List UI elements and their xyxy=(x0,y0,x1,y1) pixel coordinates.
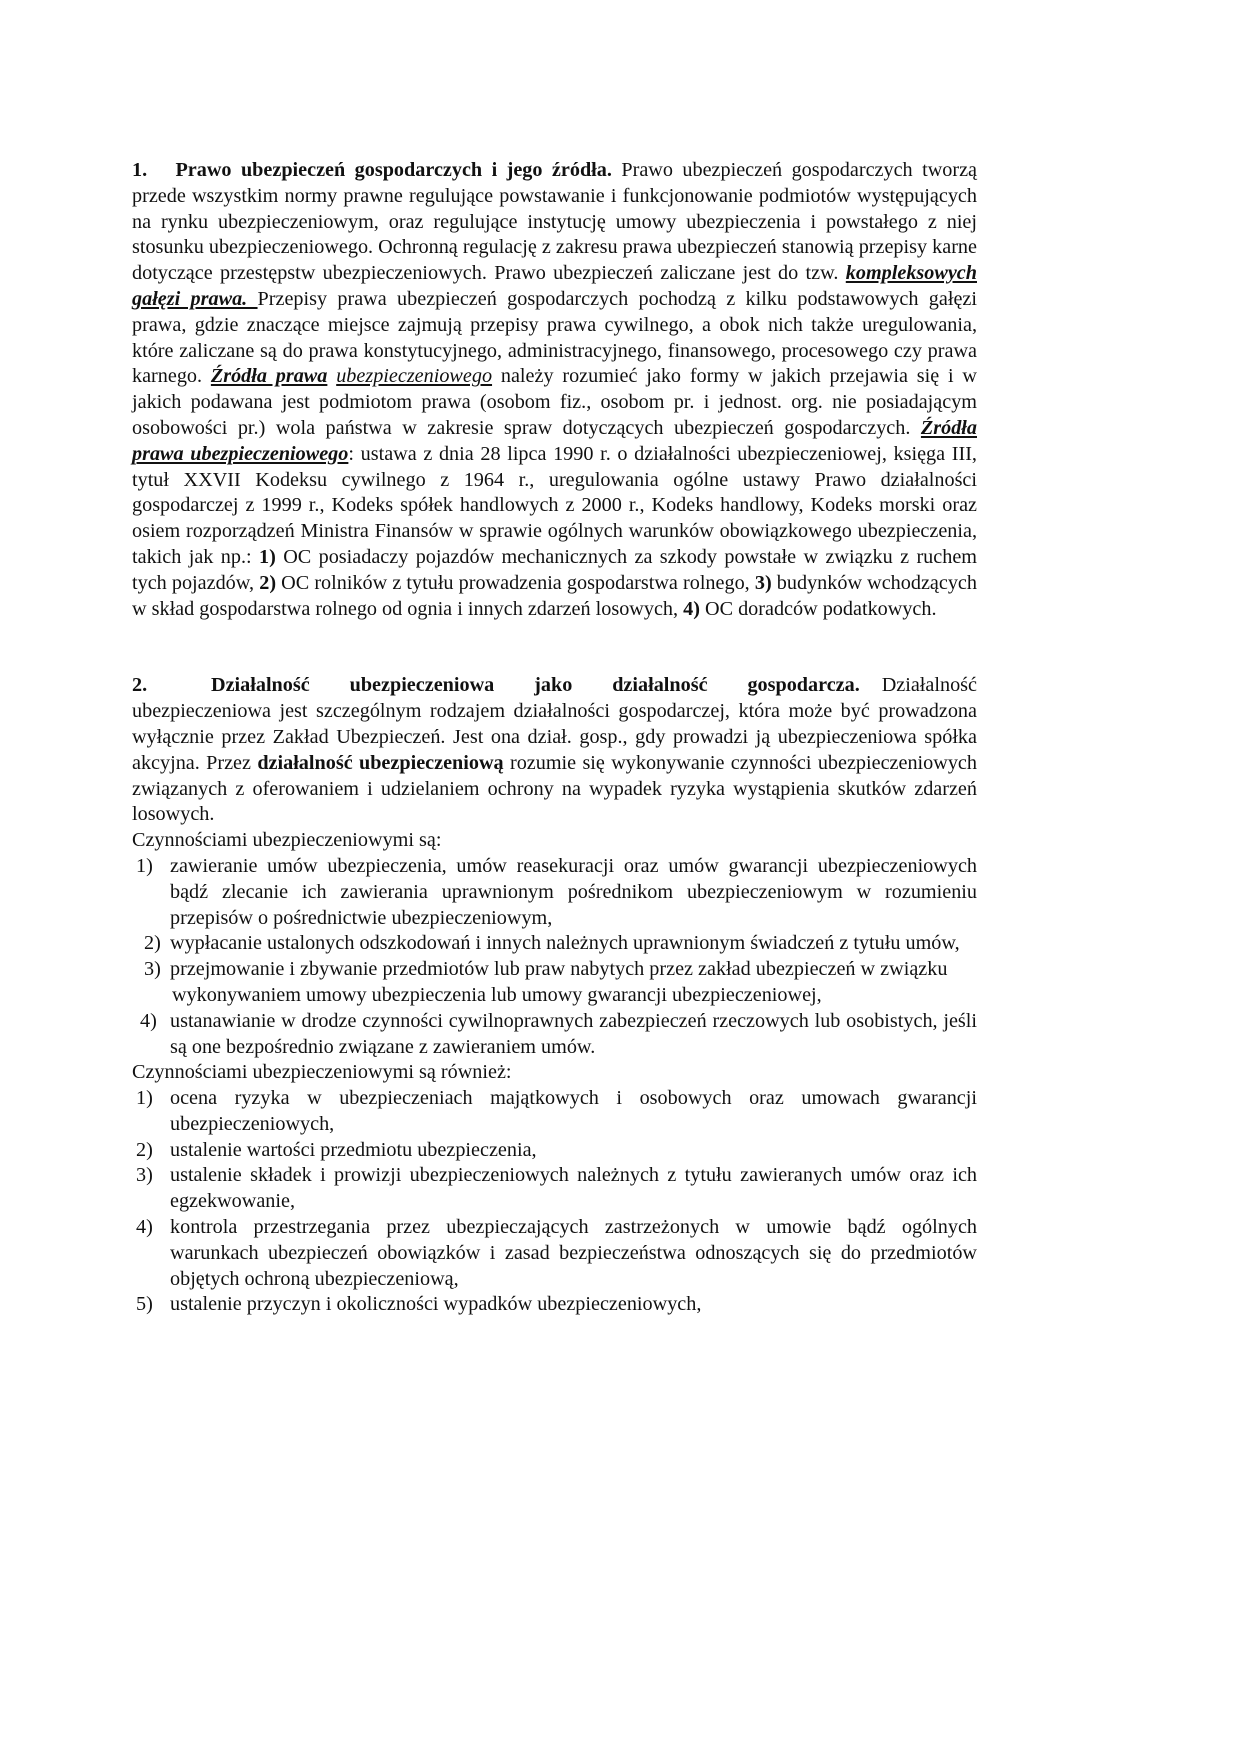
section-1-heading: 1. Prawo ubezpieczeń gospodarczych i jego źródła. xyxy=(132,159,612,181)
emphasis-insurance: ubezpieczeniowego xyxy=(336,365,493,388)
section-2 xyxy=(132,673,977,1318)
list-item: 2) wypłacanie ustalonych odszkodowań i innych należnych uprawnionym świadczeń z tytułu umów, xyxy=(144,932,960,955)
list-item: 3) przejmowanie i zbywanie przedmiotów lub praw nabytych przez zakład ubezpieczeń w związku wykonywaniem umowy ubezpieczenia lub umowy gwarancji ubezpieczeniowej, xyxy=(144,958,948,1006)
list-item: 1) ocena ryzyka w ubezpieczeniach majątkowych i osobowych oraz umowach gwarancji ubezpieczeniowych, xyxy=(136,1087,977,1135)
list-item: 3) ustalenie składek i prowizji ubezpieczeniowych należnych z tytułu zawieranych umów oraz ich egzekwowanie, xyxy=(136,1164,977,1213)
list-item: 5) ustalenie przyczyn i okoliczności wypadków ubezpieczeniowych, xyxy=(136,1293,702,1316)
section-2-paragraph: 2. Działalność ubezpieczeniowa jako działalność gospodarcza. Działalność ubezpieczeniowa jest szczególnym rodzajem działalności gospodarczej, która może być prowadzona wyłącznie przez Zakład Ubezpieczeń. Jest ona dział. gosp., gdy prowadzi ją ubezpieczeniowa spółka akcyjna. Przez działalność ubezpieczeniową rozumie się wykonywanie czynności ubezpieczeniowych związanych z oferowaniem i udzielaniem ochrony na wypadek ryzyka wystąpienia skutków zdarzeń losowych. xyxy=(132,674,977,826)
section-1-paragraph: 1. Prawo ubezpieczeń gospodarczych i jego źródła. Prawo ubezpieczeń gospodarczych tworzą przede wszystkim normy prawne regulujące powstawanie i funkcjonowanie podmiotów występujących na rynku ubezpieczeniowym, oraz regulujące instytucję umowy ubezpieczenia i powstałego z niej stosunku ubezpieczeniowego. Ochronną regulację z zakresu prawa ubezpieczeń stanowią przepisy karne dotyczące przestępstw ubezpieczeniowych. Prawo ubezpieczeń zaliczane jest do tzw. kompleksowych gałęzi prawa. Przepisy prawa ubezpieczeń gospodarczych pochodzą z kilku podstawowych gałęzi prawa, gdzie znaczące miejsce zajmują przepisy prawa cywilnego, a obok nich także uregulowania, które zaliczane są do prawa konstytucyjnego, administracyjnego, finansowego, procesowego czy prawa karnego. Źródła prawa ubezpieczeniowego należy rozumieć jako formy w jakich przejawia się i w jakich podawana jest podmiotom prawa (osobom fiz., osobom pr. i jednost. org. nie posiadającym osobowości pr.) wola państwa w zakresie spraw dotyczących ubezpieczeń gospodarczych. Źródła prawa ubezpieczeniowego: ustawa z dnia 28 lipca 1990 r. o działalności ubezpieczeniowej, księga III, tytuł XXVII Kodeksu cywilnego z 1964 r., uregulowania ogólne ustawy Prawo działalności gospodarczej z 1999 r., Kodeks spółek handlowych z 2000 r., Kodeks handlowy, Kodeks morski oraz osiem rozporządzeń Ministra Finansów w sprawie ogólnych warunków obowiązkowego ubezpieczenia, takich jak np.: 1) OC posiadaczy pojazdów mechanicznych za szkody powstałe w związku z ruchem tych pojazdów, 2) OC rolników z tytułu prowadzenia gospodarstwa rolnego, 3) budynków wchodzących w skład gospodarstwa rolnego od ognia i innych zdarzeń losowych, 4) OC doradców podatkowych. xyxy=(132,159,978,620)
list-2-intro: Czynnościami ubezpieczeniowymi są również: xyxy=(132,1061,512,1084)
list-item: 4) kontrola przestrzegania przez ubezpieczających zastrzeżonych w umowie bądź ogólnych warunkach ubezpieczeń obowiązków i zasad bezpieczeństwa odnoszących się do przedmiotów objętych ochroną ubezpieczeniową, xyxy=(136,1216,977,1290)
document-page xyxy=(132,158,977,1318)
emphasis-insurance-activity: działalność ubezpieczeniową xyxy=(257,751,504,774)
emphasis-complex-branches: kompleksowych gałęzi prawa. xyxy=(132,262,977,310)
list-item: 1) zawieranie umów ubezpieczenia, umów reasekuracji oraz umów gwarancji ubezpieczeniowych bądź zlecanie ich zawierania uprawnionym pośrednikom ubezpieczeniowym w rozumieniu przepisów o pośrednictwie ubezpieczeniowym, xyxy=(136,854,977,929)
insurance-activities-list xyxy=(132,854,977,1060)
list-item: 2) ustalenie wartości przedmiotu ubezpieczenia, xyxy=(136,1138,537,1161)
list-item: 4) ustanawianie w drodze czynności cywilnoprawnych zabezpieczeń rzeczowych lub osobistych, jeśli są one bezpośrednio związane z zawieraniem umów. xyxy=(140,1009,977,1058)
emphasis-sources: Źródła prawa xyxy=(210,365,328,388)
additional-insurance-activities-list xyxy=(132,1086,977,1318)
section-2-heading: 2. Działalność ubezpieczeniowa jako działalność gospodarcza. xyxy=(132,674,860,697)
list-1-intro: Czynnościami ubezpieczeniowymi są: xyxy=(132,829,442,852)
emphasis-sources-insurance-law: Źródła prawa ubezpieczeniowego xyxy=(132,416,977,465)
